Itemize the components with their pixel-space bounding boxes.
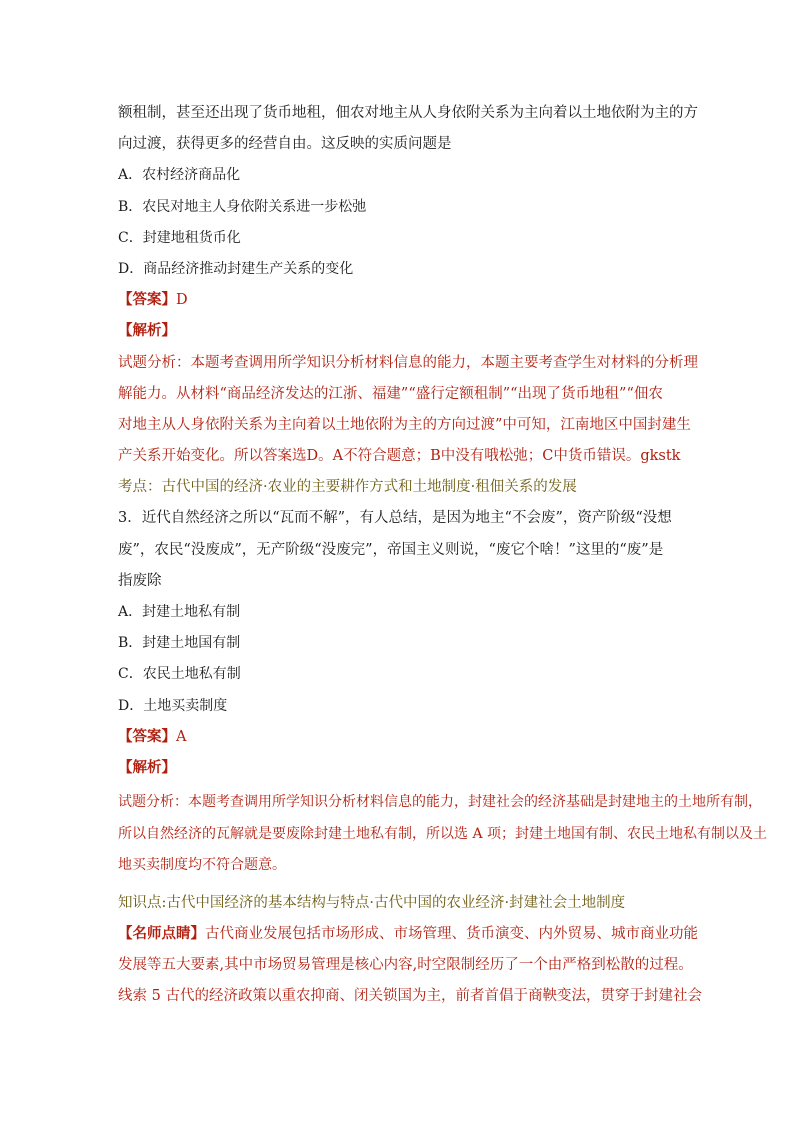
q2-analysis-line-2: 解能力。从材料“商品经济发达的江浙、福建”“盛行定额租制”“出现了货币地租”“佃农 bbox=[118, 386, 663, 402]
q2-option-b: B．农民对地主人身依附关系进一步松弛 bbox=[118, 199, 367, 215]
q3-analysis-line-2: 所以自然经济的瓦解就是要废除封建土地私有制，所以选 A 项；封建土地国有制、农民土地私有制以及土 bbox=[118, 826, 768, 842]
q2-analysis-line-1: 试题分析：本题考查调用所学知识分析材料信息的能力，本题主要考查学生对材料的分析理 bbox=[118, 355, 698, 371]
mingshi-line-2: 发展等五大要素,其中市场贸易管理是核心内容,时空限制经历了一个由严格到松散的过程。 bbox=[118, 957, 693, 973]
answer-label: 【答案】 bbox=[118, 291, 176, 308]
mingshi-text-1: 古代商业发展包括市场形成、市场管理、货币演变、内外贸易、城市商业功能 bbox=[205, 926, 698, 942]
q2-analysis-line-3: 对地主从人身依附关系为主向着以土地依附为主的方向过渡”中可知，江南地区中国封建生 bbox=[118, 417, 691, 433]
q3-option-c: C．农民土地私有制 bbox=[118, 666, 241, 682]
q3-option-a: A．封建土地私有制 bbox=[118, 604, 241, 620]
q3-option-d: D．土地买卖制度 bbox=[118, 698, 228, 714]
q3-stem-line-3: 指废除 bbox=[118, 573, 162, 589]
mingshi-line-3: 线索 5 古代的经济政策以重农抑商、闭关锁国为主，前者首倡于商鞅变法，贯穿于封建社会 bbox=[118, 988, 702, 1004]
q3-zhishidian: 知识点:古代中国经济的基本结构与特点·古代中国的农业经济·封建社会土地制度 bbox=[118, 895, 626, 911]
q3-stem-line-2: 废”，农民“没废成”，无产阶级“没废完”，帝国主义则说，“废它个啥！”这里的“废”是 bbox=[118, 542, 664, 558]
q3-option-b: B．封建土地国有制 bbox=[118, 635, 241, 651]
q3-analysis-line-3: 地买卖制度均不符合题意。 bbox=[118, 857, 286, 873]
q2-option-c: C．封建地租货币化 bbox=[118, 230, 241, 246]
q2-option-d: D．商品经济推动封建生产关系的变化 bbox=[118, 261, 354, 277]
q2-kaodian: 考点：古代中国的经济·农业的主要耕作方式和土地制度·租佃关系的发展 bbox=[118, 479, 577, 495]
q2-stem-line-1: 额租制，甚至还出现了货币地租，佃农对地主从人身依附关系为主向着以土地依附为主的方 bbox=[118, 105, 698, 121]
q2-answer bbox=[118, 290, 188, 310]
q2-option-a: A．农村经济商品化 bbox=[118, 167, 241, 183]
q3-analysis-line-1: 试题分析：本题考查调用所学知识分析材料信息的能力，封建社会的经济基础是封建地主的土地所有制， bbox=[118, 794, 762, 810]
mingshi-label: 【名师点睛】 bbox=[118, 925, 205, 942]
q3-answer bbox=[118, 727, 186, 747]
mingshi-line-1 bbox=[118, 924, 698, 944]
answer-label: 【答案】 bbox=[118, 728, 176, 745]
answer-value: D bbox=[176, 292, 188, 308]
answer-value: A bbox=[176, 729, 187, 745]
q2-analysis-line-4: 产关系开始变化。所以答案选D。A不符合题意；B中没有哦松弛；C中货币错误。gkstk bbox=[118, 448, 681, 464]
q3-stem-line-1: 3．近代自然经济之所以“瓦而不解”，有人总结，是因为地主“不会废”，资产阶级“没想 bbox=[118, 510, 672, 526]
q3-analysis-label: 【解析】 bbox=[118, 759, 176, 776]
q2-analysis-label: 【解析】 bbox=[118, 322, 176, 339]
q2-stem-line-2: 向过渡，获得更多的经营自由。这反映的实质问题是 bbox=[118, 136, 452, 152]
